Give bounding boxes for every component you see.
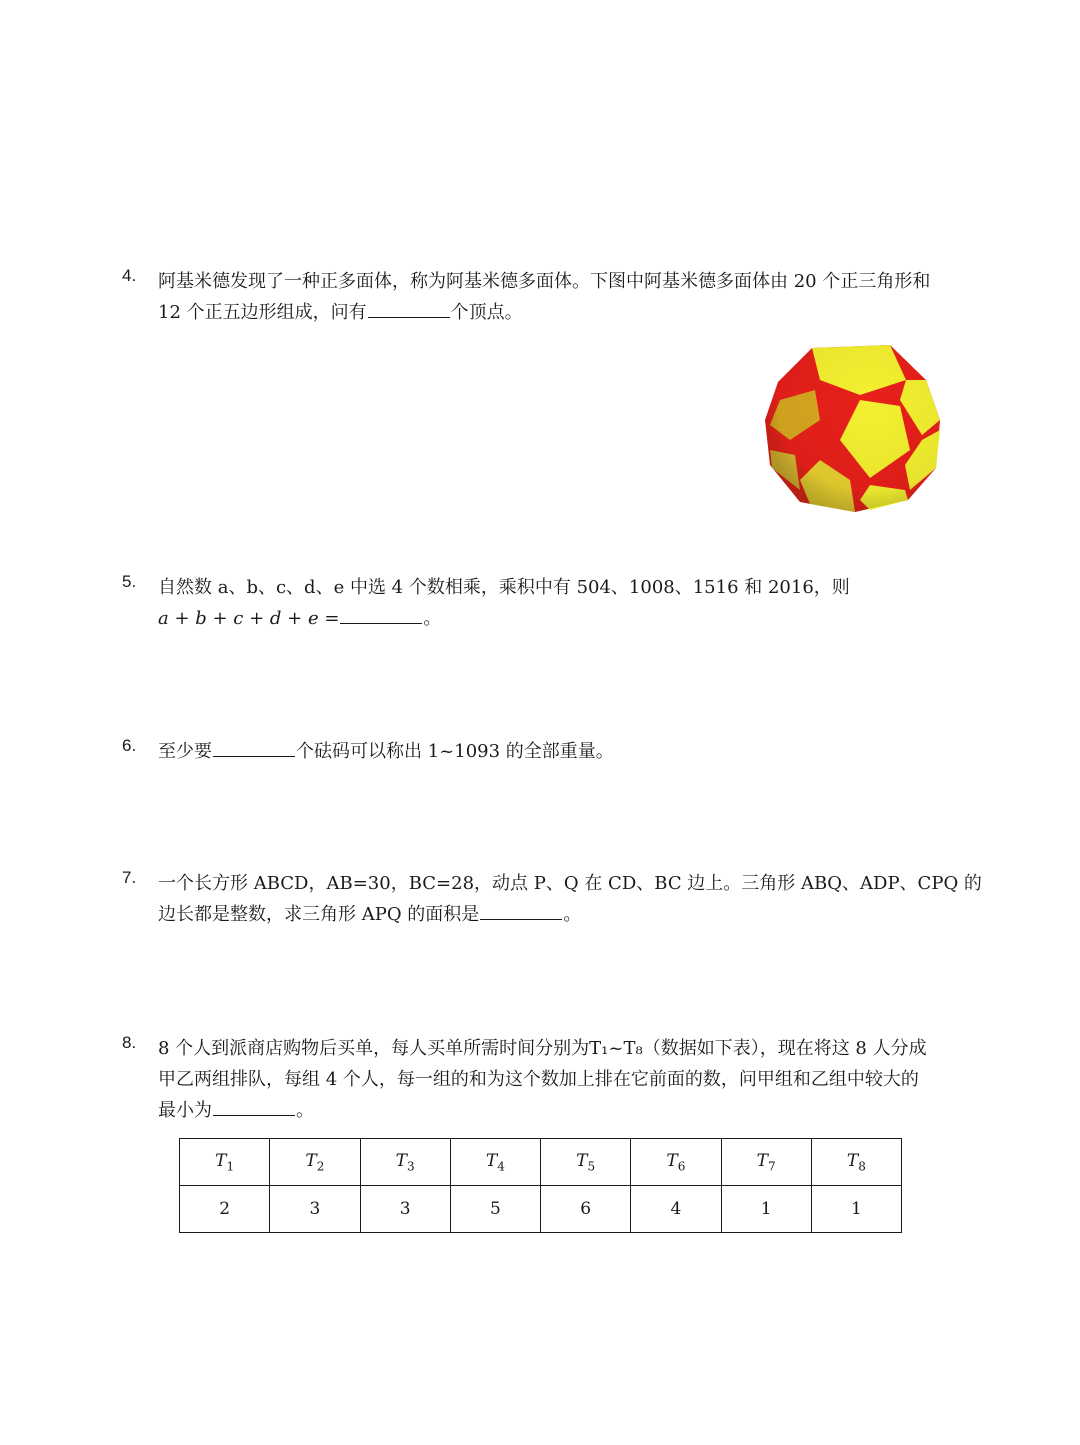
problem-7 — [122, 868, 982, 930]
problem-text — [158, 1033, 962, 1126]
problem-text — [158, 736, 962, 767]
table-header-cell: $T_7$ — [721, 1139, 811, 1186]
table-cell: 4 — [631, 1186, 721, 1233]
problem-line: 8 个人到派商店购物后买单，每人买单所需时间分别为T₁~T₈（数据如下表），现在将这 8 人分成 — [158, 1038, 927, 1059]
problem-number: 7. — [122, 868, 137, 887]
table-header-cell: $T_2$ — [270, 1139, 360, 1186]
table-cell: 1 — [811, 1186, 901, 1233]
table-header-cell: $T_1$ — [180, 1139, 270, 1186]
table-header-cell: $T_4$ — [450, 1139, 540, 1186]
text-fragment: 。 — [563, 904, 582, 925]
icosidodecahedron-image — [760, 340, 945, 515]
problem-line — [158, 736, 962, 767]
problem-line — [158, 297, 962, 328]
table-header-cell: $T_8$ — [811, 1139, 901, 1186]
table-cell: 3 — [360, 1186, 450, 1233]
problem-line — [158, 603, 962, 634]
answer-blank[interactable] — [368, 299, 450, 318]
problem-8 — [122, 1033, 962, 1126]
problem-line — [158, 1095, 962, 1126]
text-fragment: 。 — [296, 1100, 314, 1121]
problem-6 — [122, 736, 962, 767]
text-fragment: a + b + c + d + e = — [158, 608, 340, 629]
text-fragment: 12 个正五边形组成，问有 — [158, 302, 367, 323]
problem-text — [158, 572, 962, 634]
problem-4 — [122, 266, 962, 328]
problem-line: 甲乙两组排队，每组 4 个人，每一组的和为这个数加上排在它前面的数，问甲组和乙组中较大的 — [158, 1069, 919, 1090]
table-cell: 5 — [450, 1186, 540, 1233]
text-fragment: 至少要 — [158, 741, 212, 762]
text-fragment: 个顶点。 — [450, 302, 523, 323]
answer-blank[interactable] — [213, 738, 295, 757]
table-cell: 6 — [541, 1186, 631, 1233]
problem-number: 5. — [122, 572, 137, 591]
table-cell: 3 — [270, 1186, 360, 1233]
problem-number: 4. — [122, 266, 137, 285]
table-header-cell: $T_6$ — [631, 1139, 721, 1186]
answer-blank[interactable] — [480, 901, 562, 920]
problem-text — [158, 266, 962, 328]
answer-blank[interactable] — [213, 1097, 295, 1116]
problem-line: 自然数 a、b、c、d、e 中选 4 个数相乘，乘积中有 504、1008、1516 和 2016，则 — [158, 577, 850, 598]
text-fragment: 最小为 — [158, 1100, 212, 1121]
problem-text — [158, 868, 982, 930]
table-cell: 1 — [721, 1186, 811, 1233]
table-header-row — [180, 1139, 902, 1186]
problem-5 — [122, 572, 962, 634]
text-fragment: 边长都是整数，求三角形 APQ 的面积是 — [158, 904, 480, 925]
problem-line — [158, 899, 962, 930]
problem-line: 一个长方形 ABCD，AB=30，BC=28，动点 P、Q 在 CD、BC 边上。三角形 ABQ、ADP、CPQ 的 — [158, 873, 982, 894]
text-fragment: 。 — [423, 608, 442, 629]
answer-blank[interactable] — [340, 605, 422, 624]
text-fragment: 个砝码可以称出 1~1093 的全部重量。 — [296, 741, 614, 762]
problem-number: 8. — [122, 1033, 137, 1052]
table-header-cell: $T_5$ — [541, 1139, 631, 1186]
table-cell: 2 — [180, 1186, 270, 1233]
problem-number: 6. — [122, 736, 137, 755]
time-table — [179, 1138, 902, 1233]
polyhedron-figure — [760, 340, 945, 515]
table-header-cell: $T_3$ — [360, 1139, 450, 1186]
problem-line: 阿基米德发现了一种正多面体，称为阿基米德多面体。下图中阿基米德多面体由 20 个正三角形和 — [158, 271, 931, 292]
table-row — [180, 1186, 902, 1233]
